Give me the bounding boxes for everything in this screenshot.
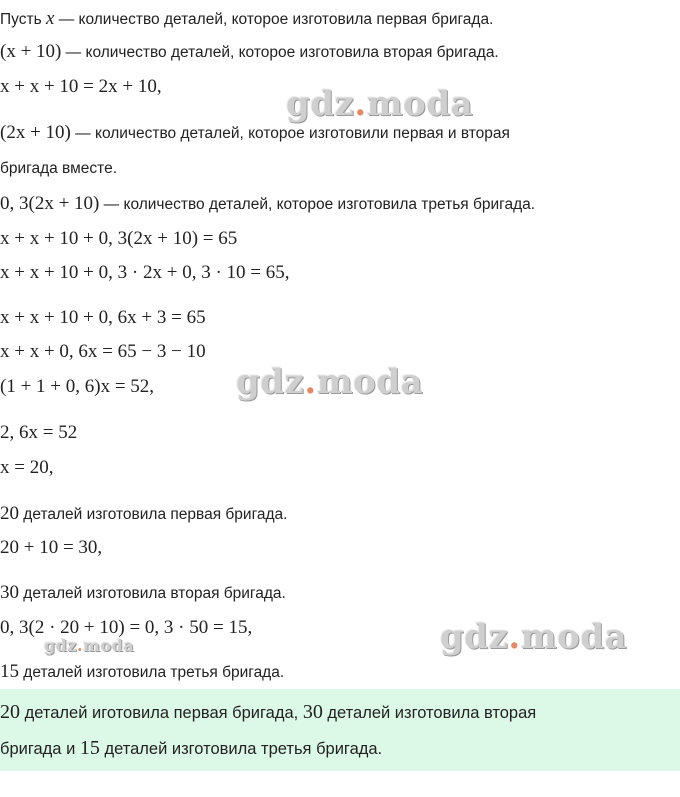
math-expression: 0, 3(2x + 10)	[0, 193, 100, 214]
math-expression: (x + 10)	[0, 41, 62, 62]
solution-line	[0, 122, 510, 145]
answer-line	[0, 736, 382, 761]
math-expression: 20	[0, 701, 20, 723]
math-expression: 2, 6x = 52	[0, 422, 78, 443]
solution-line	[0, 341, 206, 364]
line-text: Пусть	[0, 11, 46, 28]
answer-text: деталей изготовила вторая	[322, 704, 537, 722]
watermark: gdz.moda	[440, 617, 628, 657]
solution-line	[0, 262, 289, 285]
math-expression: x + x + 10 = 2x + 10,	[0, 76, 162, 97]
answer-text: бригада и	[0, 740, 80, 758]
line-text: деталей изготовила третья бригада.	[19, 664, 285, 681]
math-expression: x + x + 0, 6x = 65 − 3 − 10	[0, 341, 206, 362]
watermark: gdz.moda	[236, 362, 424, 402]
math-expression: 15	[0, 661, 19, 682]
math-expression: x	[45, 8, 55, 29]
solution-line	[0, 376, 154, 399]
line-text: деталей изготовила первая бригада.	[19, 506, 288, 523]
math-expression: 0, 3(2 · 20 + 10) = 0, 3 · 50 = 15,	[0, 617, 253, 638]
solution-line	[0, 41, 499, 64]
line-text: — количество деталей, которое изготовила третья бригада.	[99, 196, 536, 213]
math-expression: x = 20,	[0, 457, 54, 478]
math-expression: 15	[79, 737, 100, 759]
math-expression: (2x + 10)	[0, 122, 71, 143]
line-text: — количество деталей, которое изготовила первая бригада.	[54, 11, 494, 28]
solution-line	[0, 503, 287, 526]
math-expression: 30	[0, 582, 19, 603]
math-expression: 20 + 10 = 30,	[0, 537, 103, 558]
math-expression: x + x + 10 + 0, 6x + 3 = 65	[0, 307, 206, 328]
solution-line	[0, 661, 284, 684]
answer-line	[0, 700, 536, 725]
solution-line	[0, 8, 493, 31]
math-expression: x + x + 10 + 0, 3(2x + 10) = 65	[0, 228, 238, 249]
solution-line	[0, 582, 286, 605]
solution-line	[0, 193, 535, 216]
answer-text: деталей изготовила третья бригада.	[99, 740, 383, 758]
answer-text: деталей иготовила первая бригада,	[20, 704, 303, 722]
solution-line	[0, 228, 237, 251]
math-expression: 20	[0, 503, 19, 524]
answer-box	[0, 689, 680, 771]
line-text: — количество деталей, которое изготовила вторая бригада.	[61, 44, 499, 61]
solution-line	[0, 422, 77, 445]
solution-line	[0, 158, 117, 180]
line-text: — количество деталей, которое изготовили первая и вторая	[70, 125, 510, 142]
line-text: бригада вместе.	[0, 160, 117, 177]
solution-line	[0, 76, 162, 99]
math-expression: (1 + 1 + 0, 6)x = 52,	[0, 376, 155, 397]
solution-line	[0, 457, 53, 480]
watermark-small: gdz.moda	[44, 636, 135, 655]
solution-line	[0, 307, 206, 330]
math-expression: 30	[302, 701, 323, 723]
solution-line	[0, 537, 102, 560]
watermark: gdz.moda	[286, 84, 474, 124]
math-expression: x + x + 10 + 0, 3 · 2x + 0, 3 · 10 = 65,	[0, 262, 290, 283]
line-text: деталей изготовила вторая бригада.	[19, 585, 286, 602]
